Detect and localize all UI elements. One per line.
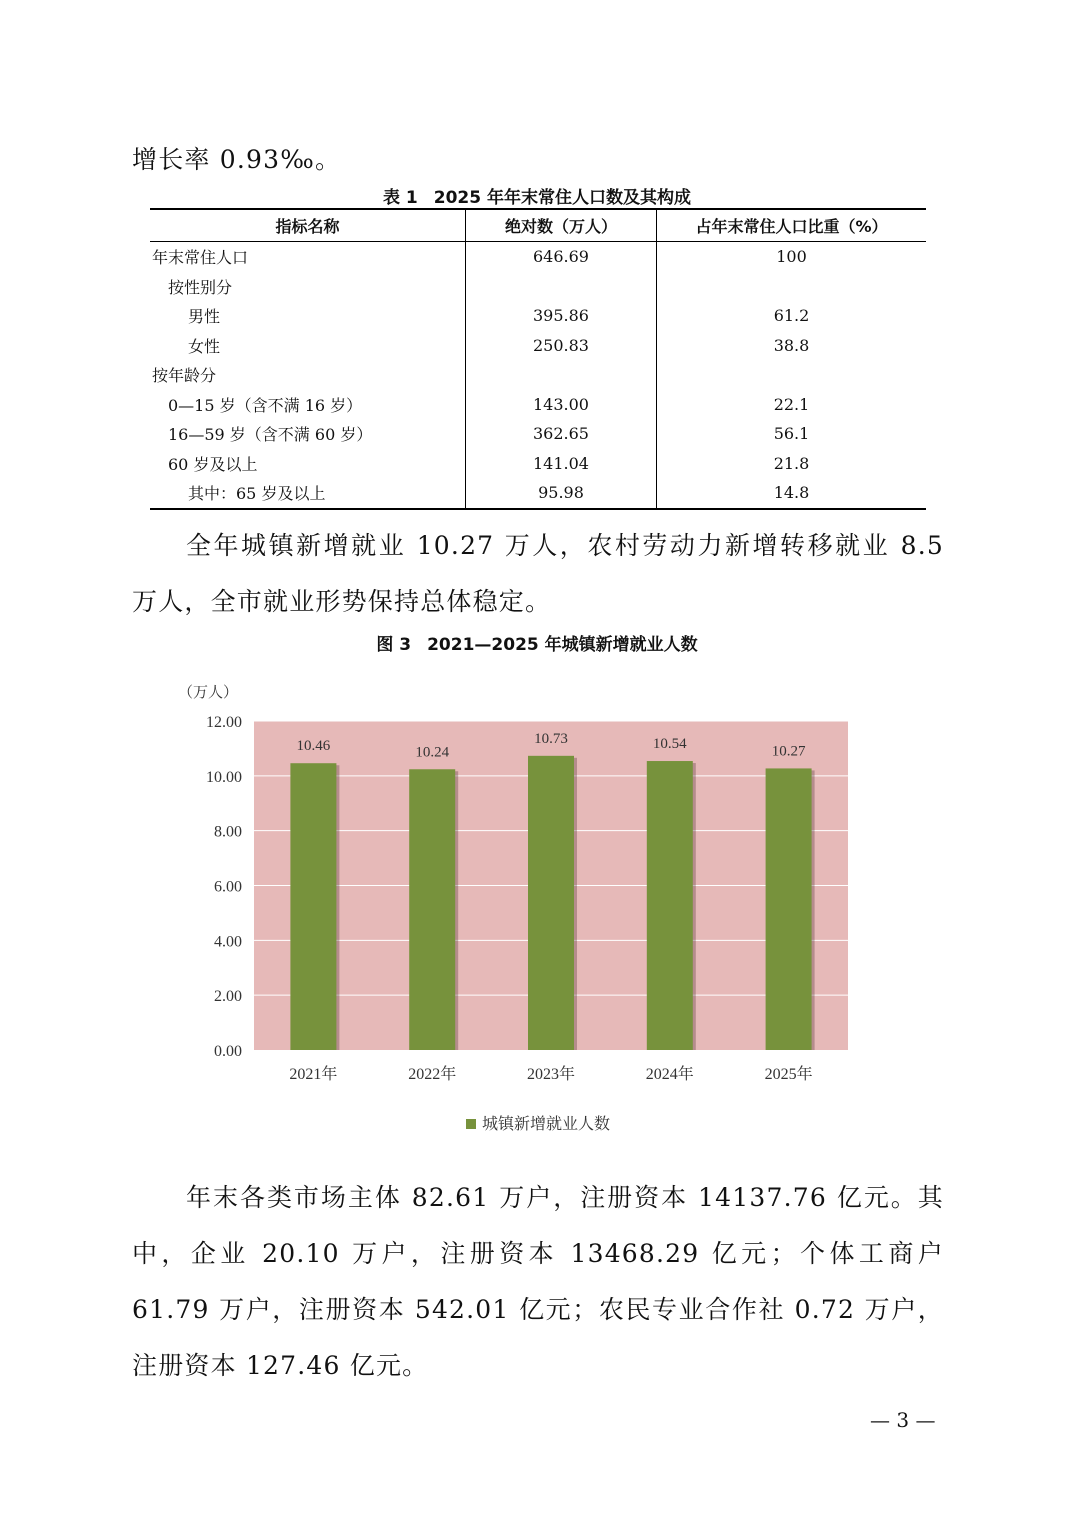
table-row: [150, 301, 926, 331]
table-row: [150, 478, 926, 509]
row-share-cell: 22.1: [773, 394, 810, 414]
x-tick-label: 2025年: [764, 1066, 813, 1083]
row-name-cell: 60 岁及以上: [150, 449, 466, 479]
row-value-cell: [466, 272, 657, 302]
figure-caption-title: 2021—2025 年城镇新增就业人数: [427, 635, 698, 655]
employment-chart: [150, 670, 930, 1150]
table-caption: [0, 183, 1074, 208]
header-share: 占年末常住人口比重（%）: [657, 209, 927, 242]
row-share-cell: 100: [776, 247, 807, 267]
bar: [766, 768, 812, 1050]
row-name-cell: 年末常住人口: [150, 242, 466, 272]
row-value-cell: 141.04: [466, 449, 657, 479]
row-name-cell: 按性别分: [150, 272, 466, 302]
row-share-cell: 61.2: [773, 306, 810, 326]
row-share-cell: 56.1: [773, 424, 810, 444]
table-row: [150, 449, 926, 479]
population-table: [150, 208, 926, 510]
figure-caption: [0, 630, 1074, 655]
table-row: [150, 419, 926, 449]
bar: [647, 761, 693, 1050]
data-label: 10.54: [652, 736, 687, 753]
bar: [290, 763, 336, 1050]
data-label: 10.46: [296, 738, 331, 755]
figure-caption-prefix: 图 3: [376, 635, 412, 655]
x-tick-label: 2022年: [408, 1066, 457, 1083]
y-tick-label: 12.00: [206, 714, 242, 731]
y-tick-label: 10.00: [206, 768, 242, 786]
table-row: [150, 331, 926, 361]
row-share-cell: 21.8: [773, 453, 810, 473]
header-indicator: 指标名称: [150, 209, 466, 242]
employment-paragraph: 全年城镇新增就业 10.27 万人，农村劳动力新增转移就业 8.5 万人，全市就业形势保持总体稳定。: [132, 531, 944, 616]
y-tick-label: 0.00: [214, 1043, 242, 1060]
table-row: [150, 360, 926, 390]
bar-chart-svg: [150, 670, 930, 1150]
x-tick-label: 2021年: [289, 1066, 338, 1083]
data-label: 10.27: [771, 743, 806, 760]
row-name-cell: 按年龄分: [150, 360, 466, 390]
y-tick-label: 8.00: [214, 823, 242, 841]
legend-label: 城镇新增就业人数: [482, 1114, 611, 1133]
row-value-cell: 646.69: [466, 242, 657, 272]
y-tick-label: 2.00: [214, 988, 242, 1006]
data-label: 10.73: [534, 730, 568, 747]
y-tick-label: 4.00: [214, 933, 242, 951]
table-row: [150, 390, 926, 420]
row-value-cell: [466, 360, 657, 390]
row-name-cell: 0—15 岁（含不满 16 岁）: [150, 390, 466, 420]
market-paragraph: 年末各类市场主体 82.61 万户，注册资本 14137.76 亿元。其中，企业 20.10 万户，注册资本 13468.29 亿元；个体工商户 61.79 万户，注册资本 542.01 亿元；农民专业合作社 0.72 万户，注册资本 127.46 亿元。: [132, 1183, 944, 1380]
row-name-cell: 女性: [150, 331, 466, 361]
legend-swatch: [466, 1119, 476, 1129]
row-name-cell: 16—59 岁（含不满 60 岁）: [150, 419, 466, 449]
data-label: 10.24: [415, 744, 450, 761]
row-value-cell: 95.98: [466, 478, 657, 509]
row-share-cell: [657, 272, 927, 302]
table-caption-prefix: 表 1: [383, 188, 418, 208]
x-tick-label: 2024年: [645, 1066, 694, 1083]
row-value-cell: 362.65: [466, 419, 657, 449]
bar: [409, 769, 455, 1050]
row-value-cell: 143.00: [466, 390, 657, 420]
y-tick-label: 6.00: [214, 878, 242, 896]
table-row: [150, 242, 926, 272]
row-name-cell: 男性: [150, 301, 466, 331]
table-row: [150, 272, 926, 302]
row-value-cell: 395.86: [466, 301, 657, 331]
table-caption-title: 2025 年年末常住人口数及其构成: [433, 188, 691, 208]
page-number: — 3 —: [870, 1408, 936, 1432]
row-share-cell: 38.8: [773, 335, 810, 355]
bar: [528, 756, 574, 1050]
row-value-cell: 250.83: [466, 331, 657, 361]
header-absolute: 绝对数（万人）: [466, 209, 657, 242]
y-unit-label: （万人）: [177, 685, 239, 701]
intro-line: 增长率 0.93‰。: [132, 145, 342, 174]
x-tick-label: 2023年: [526, 1066, 576, 1083]
table-header-row: [150, 209, 926, 242]
row-share-cell: 14.8: [657, 478, 927, 509]
row-name-cell: 其中：65 岁及以上: [150, 478, 466, 509]
row-share-cell: [657, 360, 927, 390]
